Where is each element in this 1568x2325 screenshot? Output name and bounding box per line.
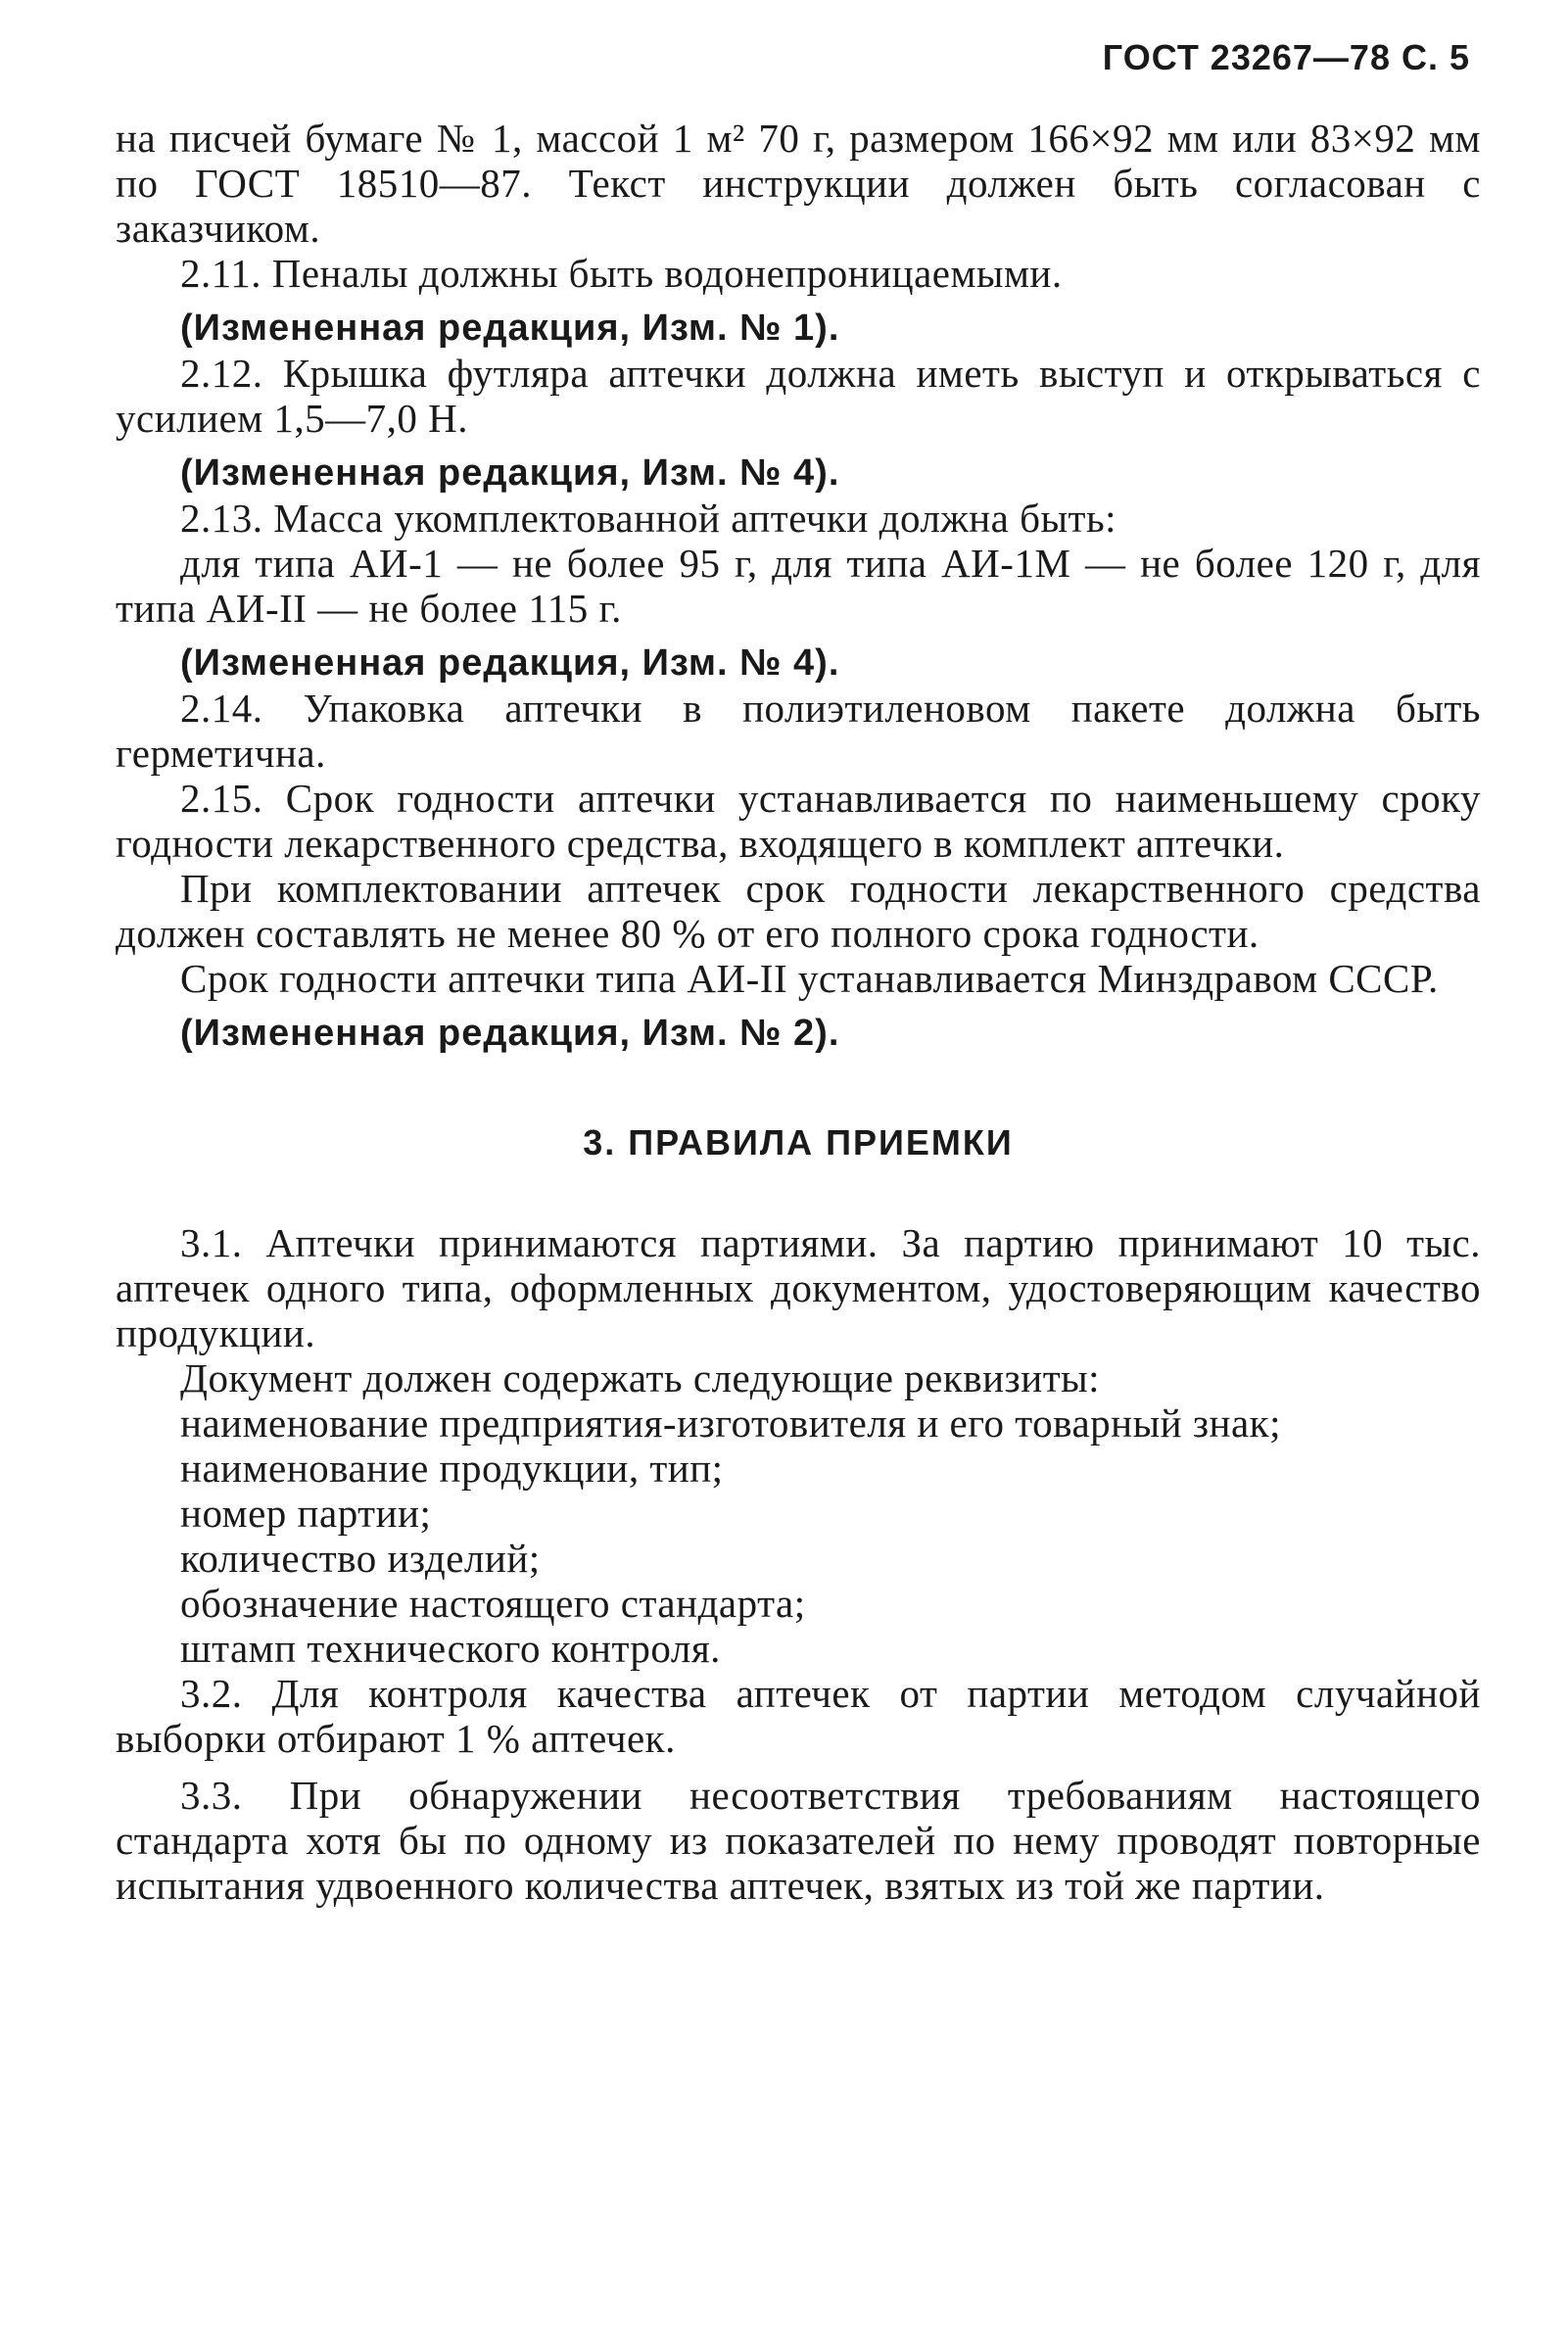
clause-2-14: 2.14. Упаковка аптечки в полиэтиленовом пакете должна быть герметична. xyxy=(116,686,1481,776)
revision-note-4: (Измененная редакция, Изм. № 2). xyxy=(180,1013,840,1054)
list-item: штамп технического контроля. xyxy=(180,1626,721,1671)
clause-3-1-requisites: Документ должен содержать следующие реквизиты: xyxy=(180,1355,1101,1400)
clause-2-13: 2.13. Масса укомплектованной аптечки должна быть: xyxy=(180,496,1117,541)
list-item: номер партии; xyxy=(180,1491,432,1536)
list-item: наименование продукции, тип; xyxy=(180,1446,724,1491)
section-title-acceptance: 3. ПРАВИЛА ПРИЕМКИ xyxy=(583,1122,1014,1162)
clause-2-12: 2.12. Крышка футляра аптечки должна иметь выступ и открываться с усилием 1,5—7,0 Н. xyxy=(116,351,1481,441)
list-item: количество изделий; xyxy=(180,1536,541,1581)
clause-3-3: 3.3. При обнаружении несоответствия требованиям настоящего стандарта хотя бы по одному из показателей по нему проводят повторные испытания удвоенного количества аптечек, взятых из той же партии. xyxy=(116,1773,1481,1908)
clause-3-2: 3.2. Для контроля качества аптечек от партии методом случайной выборки отбирают 1 % аптечек. xyxy=(116,1671,1481,1761)
clause-2-13-masses: для типа АИ-1 — не более 95 г, для типа АИ-1М — не более 120 г, для типа АИ-II — не более 115 г. xyxy=(116,541,1481,631)
list-item: обозначение настоящего стандарта; xyxy=(180,1581,806,1626)
clause-2-15: 2.15. Срок годности аптечки устанавливается по наименьшему сроку годности лекарственного средства, входящего в комплект аптечки. xyxy=(116,776,1481,866)
revision-note-1: (Измененная редакция, Изм. № 1). xyxy=(180,308,840,349)
revision-note-3: (Измененная редакция, Изм. № 4). xyxy=(180,642,840,684)
revision-note-2: (Измененная редакция, Изм. № 4). xyxy=(180,452,840,494)
list-item: наименование предприятия-изготовителя и его товарный знак; xyxy=(180,1400,1281,1446)
clause-2-11: 2.11. Пеналы должны быть водонепроницаемыми. xyxy=(180,251,1063,296)
clause-3-1: 3.1. Аптечки принимаются партиями. За партию принимают 10 тыс. аптечек одного типа, оформленных документом, удостоверяющим качество продукции. xyxy=(116,1220,1481,1355)
clause-2-15-ai2: Срок годности аптечки типа АИ-II устанавливается Минздравом СССР. xyxy=(180,956,1439,1001)
paragraph-continuation: на писчей бумаге № 1, массой 1 м² 70 г, размером 166×92 мм или 83×92 мм по ГОСТ 18510—87. Текст инструкции должен быть согласован с заказчиком. xyxy=(116,116,1481,251)
page-header: ГОСТ 23267—78 С. 5 xyxy=(1102,37,1470,77)
document-body xyxy=(116,116,1481,1908)
clause-2-15-completion: При комплектовании аптечек срок годности лекарственного средства должен составлять не менее 80 % от его полного срока годности. xyxy=(116,866,1481,956)
